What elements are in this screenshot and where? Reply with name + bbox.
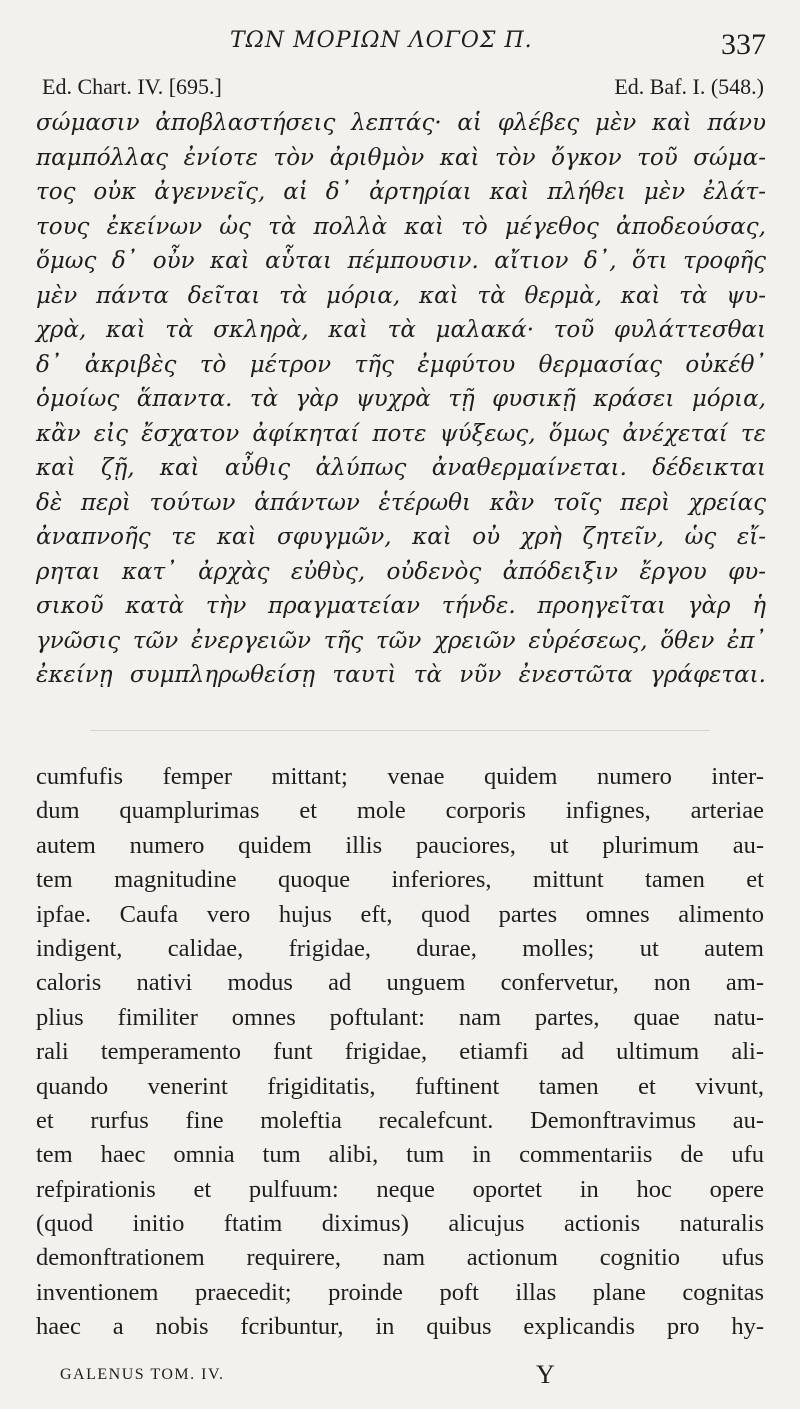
latin-line: demonftrationem requirere, nam actionum cognitio ufus	[36, 1244, 764, 1272]
latin-line: haec a nobis fcribuntur, in quibus explicandis pro hy-	[36, 1313, 764, 1341]
greek-line: τος οὐκ ἀγεννεῖς, αἱ δ᾽ ἀρτηρίαι καὶ πλήθει μὲν ἐλάτ-	[36, 179, 766, 205]
latin-line: et rurfus fine moleftia recalefcunt. Demonftravimus au-	[36, 1106, 764, 1134]
greek-text-block	[36, 106, 766, 693]
edition-reference-basel: Ed. Baf. I. (548.)	[614, 74, 764, 99]
running-head	[0, 28, 800, 64]
greek-line: παμπόλλας ἐνίοτε τὸν ἀριθμὸν καὶ τὸν ὄγκον τοῦ σώμα-	[36, 144, 766, 171]
greek-line: καὶ ζῇ, καὶ αὖθις ἀλύπως ἀναθερμαίνεται. δέδεικται	[36, 455, 766, 481]
latin-line: dum quamplurimas et mole corporis infignes, arteriae	[36, 797, 764, 825]
greek-line: δὲ περὶ τούτων ἁπάντων ἑτέρωθι κἂν τοῖς περὶ χρείας	[36, 489, 766, 516]
latin-line: plius fimiliter omnes poftulant: nam partes, quae natu-	[36, 1003, 764, 1031]
greek-line: τους ἐκείνων ὡς τὰ πολλὰ καὶ τὸ μέγεθος ἀποδεούσας,	[36, 213, 766, 240]
greek-line: σικοῦ κατὰ τὴν πραγματείαν τήνδε. προηγεῖται γὰρ ἡ	[36, 593, 766, 619]
greek-line: ἀναπνοῆς τε καὶ σφυγμῶν, καὶ οὐ χρὴ ζητεῖν, ὡς εἴ-	[36, 524, 766, 550]
latin-line: (quod initio ftatim diximus) alicujus actionis naturalis	[36, 1210, 764, 1238]
latin-line: inventionem praecedit; proinde poft illas plane cognitas	[36, 1278, 764, 1306]
page-number: 337	[721, 28, 766, 61]
greek-line: χρὰ, καὶ τὰ σκληρὰ, καὶ τὰ μαλακά· τοῦ φυλάττεσθαι	[36, 317, 766, 343]
latin-line: quando venerint frigiditatis, fuftinent tamen et vivunt,	[36, 1072, 764, 1100]
section-divider	[90, 730, 710, 731]
latin-line: autem numero quidem illis pauciores, ut plurimum au-	[36, 831, 764, 859]
signature-line: GALENUS TOM. IV.	[60, 1366, 225, 1383]
signature-mark: Y	[536, 1360, 555, 1389]
latin-text-block	[36, 760, 764, 1345]
latin-line: rali temperamento funt frigidae, etiamfi ad ultimum ali-	[36, 1038, 764, 1066]
greek-line: ρηται κατ᾽ ἀρχὰς εὐθὺς, οὐδενὸς ἀπόδειξιν ἔργου φυ-	[36, 558, 766, 585]
greek-line: γνῶσις τῶν ἐνεργειῶν τῆς τῶν χρειῶν εὑρέσεως, ὅθεν ἐπ᾽	[36, 627, 766, 654]
latin-line: cumfufis femper mittant; venae quidem numero inter-	[36, 763, 764, 790]
greek-line: δ᾽ ἀκριβὲς τὸ μέτρον τῆς ἐμφύτου θερμασίας οὐκέθ᾽	[36, 351, 766, 378]
greek-line: ὅμως δ᾽ οὖν καὶ αὗται πέμπουσιν. αἴτιον δ᾽, ὅτι τροφῆς	[36, 248, 766, 274]
greek-line: κἂν εἰς ἔσχατον ἀφίκηταί ποτε ψύξεως, ὅμως ἀνέχεταί τε	[36, 420, 766, 447]
page-footer	[60, 1360, 760, 1396]
greek-line: σώμασιν ἀποβλαστήσεις λεπτάς· αἱ φλέβες μὲν καὶ πάνυ	[36, 110, 766, 136]
latin-line: caloris nativi modus ad unguem confervetur, non am-	[36, 969, 764, 997]
latin-line: ipfae. Caufa vero hujus eft, quod partes omnes alimento	[36, 900, 764, 928]
latin-line: indigent, calidae, frigidae, durae, molles; ut autem	[36, 934, 764, 962]
greek-line: μὲν πάντα δεῖται τὰ μόρια, καὶ τὰ θερμὰ, καὶ τὰ ψυ-	[36, 282, 766, 309]
edition-reference-line	[42, 74, 764, 104]
running-title: ΤΩΝ ΜΟΡΙΩΝ ΛΟΓΟΣ Π.	[230, 28, 533, 53]
greek-line: ὁμοίως ἅπαντα. τὰ γὰρ ψυχρὰ τῇ φυσικῇ κράσει μόρια,	[36, 386, 766, 412]
latin-line: tem haec omnia tum alibi, tum in commentariis de ufu	[36, 1141, 764, 1169]
latin-line: tem magnitudine quoque inferiores, mittunt tamen et	[36, 866, 764, 894]
greek-line: ἐκείνῃ συμπληρωθείσῃ ταυτὶ τὰ νῦν ἐνεστῶτα γράφεται.	[36, 662, 766, 688]
latin-line: refpirationis et pulfuum: neque oportet in hoc opere	[36, 1175, 764, 1203]
edition-reference-chartier: Ed. Chart. IV. [695.]	[42, 74, 222, 99]
